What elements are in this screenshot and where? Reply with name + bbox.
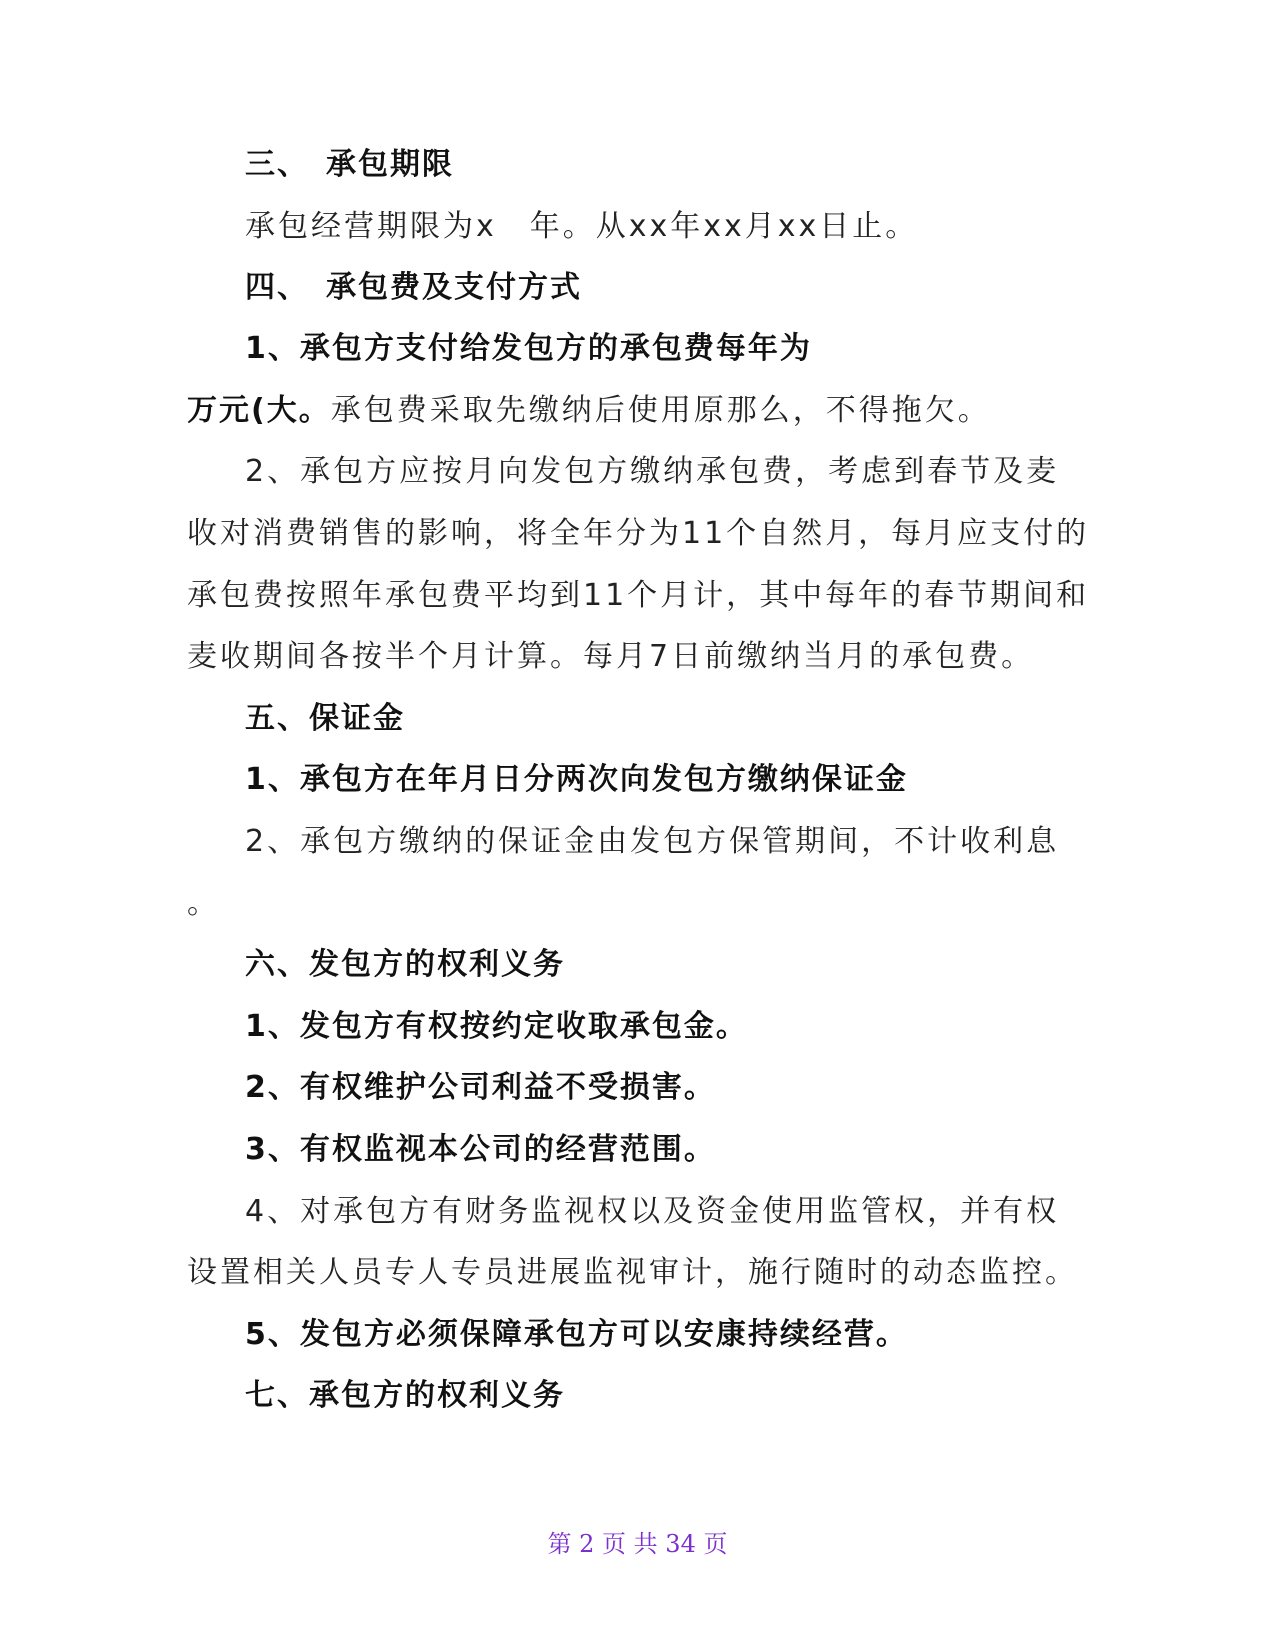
paragraph-line [187, 391, 991, 431]
section-heading-4: 四、 承包费及支付方式 [245, 270, 582, 305]
paragraph-line: 4、对承包方有财务监视权以及资金使用监管权，并有权 [245, 1194, 1060, 1229]
paragraph-line: 1、发包方有权按约定收取承包金。 [245, 1009, 748, 1044]
paragraph-line: 2、有权维护公司利益不受损害。 [245, 1070, 716, 1105]
paragraph-line: 2、承包方应按月向发包方缴纳承包费，考虑到春节及麦 [245, 454, 1060, 489]
paragraph-line: 承包经营期限为x 年。从xx年xx月xx日止。 [245, 209, 919, 244]
paragraph-line: 设置相关人员专人专员进展监视审计，施行随时的动态监控。 [187, 1255, 1078, 1290]
section-heading-7: 七、承包方的权利义务 [245, 1378, 565, 1413]
paragraph-line: 5、发包方必须保障承包方可以安康持续经营。 [245, 1317, 908, 1352]
paragraph-line: 麦收期间各按半个月计算。每月7日前缴纳当月的承包费。 [187, 639, 1035, 674]
paragraph-line: 承包费按照年承包费平均到11个月计，其中每年的春节期间和 [187, 578, 1090, 613]
paragraph-line: 。 [187, 886, 220, 921]
paragraph-fragment: 承包费采取先缴纳后使用原那么，不得拖欠。 [330, 393, 991, 428]
page-number-footer: 第 2 页 共 34 页 [547, 1530, 728, 1558]
section-heading-3: 三、 承包期限 [245, 147, 454, 182]
paragraph-line: 3、有权监视本公司的经营范围。 [245, 1132, 716, 1167]
paragraph-line: 2、承包方缴纳的保证金由发包方保管期间，不计收利息 [245, 824, 1060, 859]
paragraph-line: 收对消费销售的影响，将全年分为11个自然月，每月应支付的 [187, 516, 1090, 551]
section-heading-6: 六、发包方的权利义务 [245, 947, 565, 982]
paragraph-fragment: 万元(大。 [187, 393, 331, 428]
paragraph-line: 1、承包方在年月日分两次向发包方缴纳保证金 [245, 762, 908, 797]
section-heading-5: 五、保证金 [245, 701, 405, 736]
paragraph-line: 1、承包方支付给发包方的承包费每年为 [245, 331, 812, 366]
